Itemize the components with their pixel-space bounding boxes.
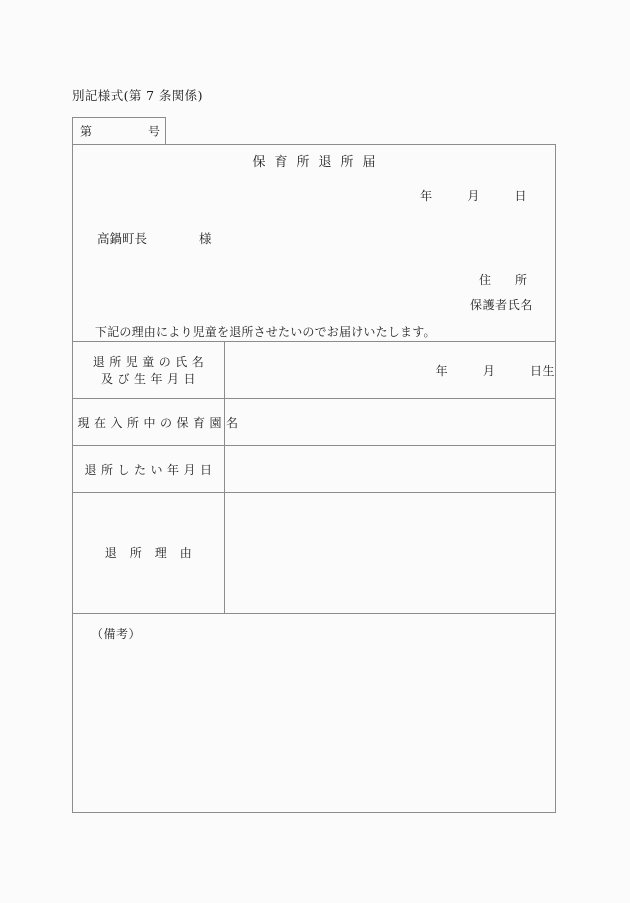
document-number-box[interactable] bbox=[72, 117, 166, 145]
document-number-prefix: 第 bbox=[80, 124, 93, 139]
addressee-honorific: 様 bbox=[199, 231, 212, 246]
date-year-label: 年 bbox=[420, 189, 433, 203]
child-dob-day: 日生 bbox=[529, 363, 555, 378]
label-withdrawal-reason-text: 退所理由 bbox=[104, 546, 205, 561]
document-title: 保育所退所届 bbox=[252, 155, 385, 170]
input-current-nursery[interactable] bbox=[224, 399, 555, 446]
date-day-label: 日 bbox=[514, 189, 527, 203]
address-label[interactable]: 住 所 bbox=[478, 273, 533, 287]
date-month-label: 月 bbox=[467, 189, 480, 203]
child-dob-year: 年 bbox=[435, 363, 449, 378]
input-withdrawal-date[interactable] bbox=[224, 446, 555, 493]
table-row-current-nursery bbox=[73, 399, 555, 446]
form-field-table bbox=[73, 341, 555, 613]
label-child-name-line2: 及び生年月日 bbox=[100, 372, 200, 386]
form-header-block bbox=[73, 145, 555, 341]
label-current-nursery-text: 現在入所中の保育園名 bbox=[77, 415, 243, 430]
label-withdrawal-date-text: 退所したい年月日 bbox=[84, 462, 217, 477]
guardian-name-label[interactable]: 保護者氏名 bbox=[469, 298, 533, 312]
label-child-name-and-dob bbox=[73, 342, 224, 399]
remarks-section[interactable] bbox=[73, 613, 555, 813]
label-current-nursery bbox=[73, 399, 243, 446]
table-row-withdrawal-date bbox=[73, 446, 555, 493]
input-withdrawal-reason[interactable] bbox=[224, 493, 555, 613]
label-withdrawal-date bbox=[73, 446, 224, 493]
table-row-withdrawal-reason bbox=[73, 493, 555, 613]
document-number-inner bbox=[80, 123, 160, 140]
label-child-name-line1: 退所児童の氏名 bbox=[92, 355, 209, 369]
child-dob-line bbox=[225, 362, 556, 379]
label-withdrawal-reason bbox=[73, 493, 224, 613]
form-frame bbox=[72, 144, 556, 813]
declaration-statement: 下記の理由により児童を退所させたいのでお届けいたします。 bbox=[95, 325, 436, 339]
addressee-line bbox=[97, 229, 212, 247]
table-row-child-name bbox=[73, 342, 555, 399]
document-number-suffix: 号 bbox=[147, 124, 160, 139]
form-reference-heading: 別記様式(第 7 条関係) bbox=[72, 88, 203, 103]
child-dob-month: 月 bbox=[482, 363, 496, 378]
input-child-name-and-dob[interactable] bbox=[224, 342, 555, 399]
remarks-label: （備考） bbox=[91, 626, 142, 641]
submission-date-line[interactable] bbox=[420, 187, 527, 204]
addressee-name: 高鍋町長 bbox=[97, 231, 148, 246]
